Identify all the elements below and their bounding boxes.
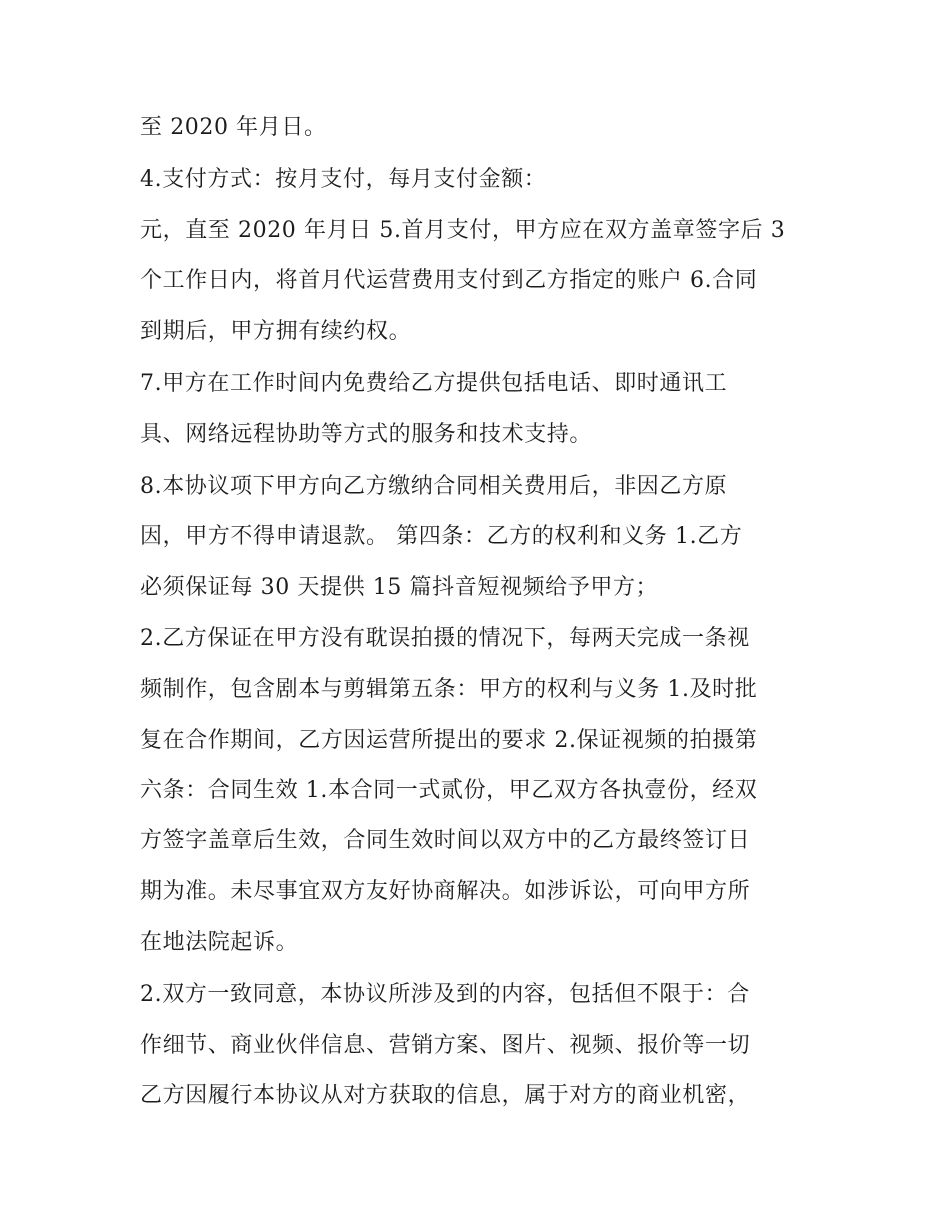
text-line: 个工作日内，将首月代运营费用支付到乙方指定的账户 6.合同 [140, 268, 758, 293]
text-line: 2.双方一致同意，本协议所涉及到的内容，包括但不限于：合 [140, 982, 750, 1007]
text-line: 具、网络远程协助等方式的服务和技术支持。 [140, 422, 593, 447]
text-line: 方签字盖章后生效，合同生效时间以双方中的乙方最终签订日 [140, 828, 751, 853]
text-line: 2.乙方保证在甲方没有耽误拍摄的情况下，每两天完成一条视 [140, 626, 750, 651]
text-line: 元，直至 2020 年月日 5.首月支付，甲方应在双方盖章签字后 3 [140, 218, 786, 243]
text-line: 频制作，包含剧本与剪辑第五条：甲方的权利与义务 1.及时批 [140, 677, 758, 702]
text-line: 六条：合同生效 1.本合同一式贰份，甲乙双方各执壹份，经双 [140, 778, 758, 803]
text-line: 作细节、商业伙伴信息、营销方案、图片、视频、报价等一切 [140, 1033, 751, 1058]
text-line: 必须保证每 30 天提供 15 篇抖音短视频给予甲方； [140, 575, 659, 600]
text-line: 复在合作期间，乙方因运营所提出的要求 2.保证视频的拍摄第 [140, 728, 758, 753]
text-line: 4.支付方式：按月支付，每月支付金额： [140, 167, 547, 192]
text-line: 8.本协议项下甲方向乙方缴纳合同相关费用后，非因乙方原 [140, 474, 728, 499]
text-line: 到期后，甲方拥有续约权。 [140, 319, 412, 344]
text-line: 在地法院起诉。 [140, 930, 299, 955]
text-line: 因，甲方不得申请退款。 第四条：乙方的权利和义务 1.乙方 [140, 524, 743, 549]
text-line: 期为准。未尽事宜双方友好协商解决。如涉诉讼，可向甲方所 [140, 879, 751, 904]
text-line: 至 2020 年月日。 [140, 115, 327, 140]
text-line: 7.甲方在工作时间内免费给乙方提供包括电话、即时通讯工 [140, 371, 728, 396]
text-line: 乙方因履行本协议从对方获取的信息，属于对方的商业机密， [140, 1083, 751, 1108]
